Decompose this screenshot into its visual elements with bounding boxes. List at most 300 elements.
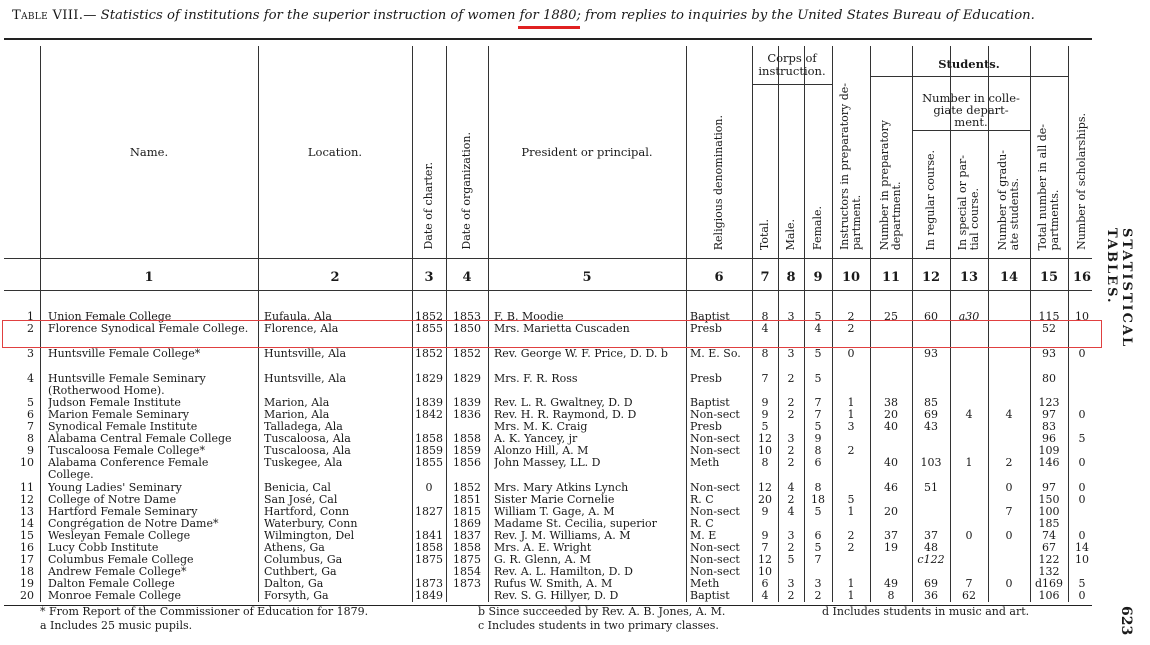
scholarships: 0	[1078, 482, 1086, 494]
president: Mrs. Mary Atkins Lynch	[494, 482, 629, 494]
header-total: Total.	[758, 218, 771, 250]
total-students: 106	[1038, 590, 1060, 602]
denomination: Meth	[690, 457, 720, 469]
header-female: Female.	[811, 205, 824, 250]
graduate-students: 0	[1005, 530, 1013, 542]
graduate-students: 7	[1005, 506, 1013, 518]
organization-date: 1858	[453, 433, 481, 445]
location: Cuthbert, Ga	[264, 566, 337, 578]
location: Huntsville, Ala	[264, 373, 347, 385]
instructors-female: 4	[814, 323, 822, 335]
organization-date: 1869	[453, 518, 481, 530]
prep-students: 20	[884, 409, 898, 421]
scholarships: 5	[1078, 578, 1086, 590]
location: Benicia, Cal	[264, 482, 331, 494]
header-location: Location.	[307, 145, 363, 159]
charter-date: 0	[425, 482, 433, 494]
total-students: 150	[1038, 494, 1060, 506]
header-instructors-prep: Instructors in preparatory de- partment.	[838, 82, 863, 250]
prep-instructors: 2	[847, 311, 855, 323]
location: Marion, Ala	[264, 397, 330, 409]
row-number: 4	[27, 373, 34, 385]
special-course: 0	[965, 530, 973, 542]
prep-instructors: 0	[847, 348, 855, 360]
graduate-students: 0	[1005, 482, 1013, 494]
regular-course: 60	[924, 311, 938, 323]
denomination: Baptist	[690, 590, 730, 602]
instructors-male: 2	[787, 542, 795, 554]
organization-date: 1873	[453, 578, 481, 590]
instructors-female: 18	[811, 494, 825, 506]
prep-instructors: 2	[847, 530, 855, 542]
denomination: Presb	[690, 323, 722, 335]
prep-students: 19	[884, 542, 898, 554]
header-male: Male.	[784, 218, 797, 250]
prep-students: 40	[884, 421, 898, 433]
special-course: 7	[965, 578, 973, 590]
row-number: 19	[20, 578, 34, 590]
column-number: 11	[881, 270, 901, 285]
prep-students: 25	[884, 311, 898, 323]
row-number: 11	[20, 482, 34, 494]
instructors-female: 7	[814, 554, 822, 566]
regular-course: 48	[924, 542, 938, 554]
prep-instructors: 3	[847, 421, 855, 433]
prep-students: 8	[887, 590, 895, 602]
column-number: 12	[921, 270, 941, 285]
institution-name: Huntsville Female College*	[48, 348, 201, 360]
total-students: 109	[1038, 445, 1060, 457]
total-students: 96	[1042, 433, 1056, 445]
president: Rufus W. Smith, A. M	[494, 578, 613, 590]
scholarships: 0	[1078, 590, 1086, 602]
president: Rev. S. G. Hillyer, D. D	[494, 590, 619, 602]
row-number: 15	[20, 530, 34, 542]
prep-students: 38	[884, 397, 898, 409]
location: Athens, Ga	[264, 542, 325, 554]
regular-course: c122	[917, 554, 945, 566]
institution-name: Lucy Cobb Institute	[48, 542, 159, 554]
total-students: 52	[1042, 323, 1056, 335]
instructors-female: 5	[814, 542, 822, 554]
scholarships: 5	[1078, 433, 1086, 445]
instructors-total: 9	[761, 397, 769, 409]
column-number: 16	[1072, 270, 1092, 285]
total-students: 146	[1038, 457, 1060, 469]
instructors-male: 2	[787, 373, 795, 385]
column-number: 1	[144, 270, 154, 285]
header-organization: Date of organization.	[460, 132, 473, 250]
header-rule	[4, 258, 1092, 259]
total-students: 93	[1042, 348, 1056, 360]
institution-name: Columbus Female College	[48, 554, 194, 566]
regular-course: 93	[924, 348, 938, 360]
institution-name: Florence Synodical Female College.	[48, 323, 249, 335]
footnote-star: * From Report of the Commissioner of Education for 1879.	[40, 605, 369, 618]
regular-course: 69	[924, 578, 938, 590]
instructors-total: 7	[761, 373, 769, 385]
president: Rev. George W. F. Price, D. D. b	[494, 348, 668, 360]
special-course: 1	[965, 457, 973, 469]
instructors-total: 9	[761, 409, 769, 421]
institution-name: Hartford Female Seminary	[48, 506, 198, 518]
denomination: R. C	[690, 494, 714, 506]
column-number: 7	[760, 270, 770, 285]
scholarships: 0	[1078, 530, 1086, 542]
instructors-male: 3	[787, 348, 795, 360]
row-highlight-box	[2, 320, 1102, 348]
charter-date: 1852	[415, 311, 443, 323]
charter-date: 1875	[415, 554, 443, 566]
regular-course: 43	[924, 421, 938, 433]
instructors-male: 2	[787, 494, 795, 506]
total-students: 97	[1042, 482, 1056, 494]
institution-name: Marion Female Seminary	[48, 409, 189, 421]
institution-name: Alabama Conference Female College.	[48, 457, 209, 481]
regular-course: 51	[924, 482, 938, 494]
instructors-total: 12	[758, 433, 772, 445]
organization-date: 1852	[453, 348, 481, 360]
instructors-total: 4	[761, 323, 769, 335]
president: Madame St. Cecilia, superior	[494, 518, 657, 530]
institution-name: Huntsville Female Seminary (Rotherwood Home).	[48, 373, 206, 397]
instructors-total: 5	[761, 421, 769, 433]
location: Dalton, Ga	[264, 578, 324, 590]
charter-date: 1855	[415, 323, 443, 335]
total-students: 100	[1038, 506, 1060, 518]
column-number: 3	[424, 270, 434, 285]
row-number: 2	[27, 323, 34, 335]
instructors-total: 9	[761, 530, 769, 542]
graduate-students: 2	[1005, 457, 1013, 469]
charter-date: 1842	[415, 409, 443, 421]
location: Wilmington, Del	[264, 530, 355, 542]
institution-name: Wesleyan Female College	[48, 530, 191, 542]
instructors-female: 7	[814, 409, 822, 421]
denomination: Non-sect	[690, 409, 740, 421]
organization-date: 1850	[453, 323, 481, 335]
title-year: for 1880	[519, 8, 577, 23]
total-students: d169	[1034, 578, 1064, 590]
header-regular: In regular course.	[924, 149, 937, 250]
row-number: 3	[27, 348, 34, 360]
total-students: 132	[1038, 566, 1060, 578]
location: Columbus, Ga	[264, 554, 343, 566]
header-collegiate: Number in colle- giate depart- ment.	[922, 91, 1020, 129]
column-number: 9	[813, 270, 823, 285]
scholarships: 14	[1075, 542, 1089, 554]
instructors-male: 4	[787, 482, 795, 494]
president: Rev. L. R. Gwaltney, D. D	[494, 397, 633, 409]
instructors-total: 8	[761, 457, 769, 469]
location: Tuscaloosa, Ala	[264, 445, 351, 457]
institution-name: College of Notre Dame	[48, 494, 177, 506]
organization-date: 1815	[453, 506, 481, 518]
row-number: 1	[27, 311, 34, 323]
students-rule	[870, 76, 1068, 77]
prep-instructors: 1	[847, 590, 855, 602]
special-course: 4	[965, 409, 973, 421]
charter-date: 1849	[415, 590, 443, 602]
total-students: 67	[1042, 542, 1056, 554]
regular-course: 103	[920, 457, 942, 469]
instructors-total: 8	[761, 348, 769, 360]
number-rule	[4, 290, 1092, 291]
footnote-d: d Includes students in music and art.	[822, 605, 1030, 618]
location: Marion, Ala	[264, 409, 330, 421]
institution-name: Dalton Female College	[48, 578, 175, 590]
instructors-male: 5	[787, 554, 795, 566]
prep-instructors: 2	[847, 445, 855, 457]
instructors-female: 6	[814, 530, 822, 542]
column-number: 4	[462, 270, 472, 285]
president: Rev. J. M. Williams, A. M	[494, 530, 631, 542]
column-number: 10	[841, 270, 861, 285]
institution-name: Union Female College	[48, 311, 172, 323]
denomination: R. C	[690, 518, 714, 530]
charter-date: 1858	[415, 542, 443, 554]
instructors-total: 9	[761, 506, 769, 518]
instructors-total: 6	[761, 578, 769, 590]
column-number: 15	[1039, 270, 1059, 285]
column-number: 2	[330, 270, 340, 285]
president: Rev. H. R. Raymond, D. D	[494, 409, 637, 421]
denomination: Baptist	[690, 311, 730, 323]
charter-date: 1858	[415, 433, 443, 445]
location: Talladega, Ala	[264, 421, 343, 433]
instructors-total: 10	[758, 445, 772, 457]
scholarships: 0	[1078, 348, 1086, 360]
prep-instructors: 1	[847, 578, 855, 590]
row-number: 20	[20, 590, 34, 602]
organization-date: 1852	[453, 482, 481, 494]
row-number: 17	[20, 554, 34, 566]
column-number: 5	[582, 270, 592, 285]
instructors-female: 7	[814, 397, 822, 409]
instructors-male: 2	[787, 590, 795, 602]
prep-instructors: 1	[847, 506, 855, 518]
instructors-male: 2	[787, 397, 795, 409]
table-number: Table VIII.	[12, 8, 84, 23]
organization-date: 1853	[453, 311, 481, 323]
denomination: Presb	[690, 373, 722, 385]
row-number: 7	[27, 421, 34, 433]
column-number: 8	[786, 270, 796, 285]
total-students: 97	[1042, 409, 1056, 421]
column-number: 13	[959, 270, 979, 285]
total-students: 185	[1038, 518, 1060, 530]
instructors-male: 3	[787, 311, 795, 323]
column-number: 6	[714, 270, 724, 285]
president: G. R. Glenn, A. M	[494, 554, 591, 566]
instructors-female: 5	[814, 506, 822, 518]
instructors-female: 8	[814, 482, 822, 494]
organization-date: 1856	[453, 457, 481, 469]
president: F. B. Moodie	[494, 311, 564, 323]
charter-date: 1855	[415, 457, 443, 469]
charter-date: 1859	[415, 445, 443, 457]
instructors-total: 7	[761, 542, 769, 554]
organization-date: 1854	[453, 566, 481, 578]
location: Eufaula, Ala	[264, 311, 332, 323]
organization-date: 1875	[453, 554, 481, 566]
location: Tuskegee, Ala	[264, 457, 343, 469]
instructors-male: 3	[787, 530, 795, 542]
instructors-male: 2	[787, 409, 795, 421]
president: Rev. A. L. Hamilton, D. D	[494, 566, 633, 578]
instructors-male: 3	[787, 578, 795, 590]
denomination: M. E	[690, 530, 717, 542]
instructors-total: 12	[758, 482, 772, 494]
side-running-title: STATISTICAL TABLES.	[1104, 228, 1134, 349]
charter-date: 1873	[415, 578, 443, 590]
row-number: 18	[20, 566, 34, 578]
president: Sister Marie Cornelie	[494, 494, 615, 506]
instructors-female: 9	[814, 433, 822, 445]
denomination: Baptist	[690, 397, 730, 409]
regular-course: 85	[924, 397, 938, 409]
scholarships: 10	[1075, 554, 1089, 566]
total-students: 122	[1038, 554, 1060, 566]
location: Forsyth, Ga	[264, 590, 329, 602]
title-text-after: ; from replies to inquiries by the United States Bureau of Education.	[576, 8, 1035, 23]
instructors-total: 20	[758, 494, 772, 506]
header-total-all: Total number in all de- partments.	[1036, 123, 1061, 250]
total-students: 123	[1038, 397, 1060, 409]
scholarships: 0	[1078, 494, 1086, 506]
total-students: 83	[1042, 421, 1056, 433]
denomination: Non-sect	[690, 445, 740, 457]
president: Mrs. A. E. Wright	[494, 542, 592, 554]
scholarships: 10	[1075, 311, 1089, 323]
location: San José, Cal	[264, 494, 338, 506]
president: A. K. Yancey, jr	[494, 433, 578, 445]
instructors-female: 3	[814, 578, 822, 590]
organization-date: 1851	[453, 494, 481, 506]
row-number: 5	[27, 397, 34, 409]
denomination: Meth	[690, 578, 720, 590]
footnote-a: a Includes 25 music pupils.	[40, 619, 193, 632]
denomination: Non-sect	[690, 566, 740, 578]
instructors-total: 4	[761, 590, 769, 602]
scholarships: 0	[1078, 457, 1086, 469]
president: Mrs. M. K. Craig	[494, 421, 588, 433]
prep-students: 40	[884, 457, 898, 469]
president: Alonzo Hill, A. M	[494, 445, 589, 457]
location: Tuscaloosa, Ala	[264, 433, 351, 445]
location: Hartford, Conn	[264, 506, 350, 518]
denomination: Non-sect	[690, 506, 740, 518]
denomination: Presb	[690, 421, 722, 433]
graduate-students: 4	[1005, 409, 1013, 421]
graduate-students: 0	[1005, 578, 1013, 590]
collegiate-rule	[912, 130, 1030, 131]
instructors-female: 6	[814, 457, 822, 469]
denomination: M. E. So.	[690, 348, 741, 360]
header-special: In special or par- tial course.	[956, 154, 981, 250]
president: Mrs. F. R. Ross	[494, 373, 578, 385]
organization-date: 1839	[453, 397, 481, 409]
row-number: 10	[20, 457, 34, 469]
instructors-female: 5	[814, 311, 822, 323]
president: John Massey, LL. D	[494, 457, 601, 469]
location: Huntsville, Ala	[264, 348, 347, 360]
scholarships: 0	[1078, 409, 1086, 421]
location: Waterbury, Conn	[264, 518, 358, 530]
corps-rule	[752, 84, 832, 85]
title-text-before: — Statistics of institutions for the superior instruction of women	[83, 8, 520, 23]
footnote-c: c Includes students in two primary classes.	[478, 619, 719, 632]
denomination: Non-sect	[690, 554, 740, 566]
row-number: 8	[27, 433, 34, 445]
row-number: 12	[20, 494, 34, 506]
instructors-female: 2	[814, 590, 822, 602]
row-number: 16	[20, 542, 34, 554]
special-course: 62	[962, 590, 976, 602]
charter-date: 1829	[415, 373, 443, 385]
instructors-total: 10	[758, 566, 772, 578]
header-charter: Date of charter.	[422, 162, 435, 250]
header-scholarships: Number of scholarships.	[1075, 113, 1088, 250]
instructors-male: 3	[787, 433, 795, 445]
prep-instructors: 2	[847, 542, 855, 554]
prep-instructors: 5	[847, 494, 855, 506]
instructors-total: 8	[761, 311, 769, 323]
row-number: 14	[20, 518, 34, 530]
instructors-male: 2	[787, 445, 795, 457]
total-students: 74	[1042, 530, 1056, 542]
prep-instructors: 1	[847, 409, 855, 421]
instructors-male: 2	[787, 457, 795, 469]
denomination: Non-sect	[690, 433, 740, 445]
instructors-male: 4	[787, 506, 795, 518]
total-students: 115	[1038, 311, 1060, 323]
charter-date: 1841	[415, 530, 443, 542]
prep-students: 37	[884, 530, 898, 542]
header-corps: Corps of instruction.	[758, 51, 826, 78]
institution-name: Congrégation de Notre Dame*	[48, 518, 219, 530]
location: Florence, Ala	[264, 323, 339, 335]
table-title	[12, 8, 1112, 23]
organization-date: 1859	[453, 445, 481, 457]
prep-students: 20	[884, 506, 898, 518]
instructors-female: 5	[814, 421, 822, 433]
president: William T. Gage, A. M	[494, 506, 615, 518]
row-number: 9	[27, 445, 34, 457]
prep-instructors: 2	[847, 323, 855, 335]
regular-course: 37	[924, 530, 938, 542]
special-course: a30	[958, 311, 980, 323]
header-students: Students.	[938, 57, 1000, 71]
header-graduate: Number of gradu- ate students.	[996, 149, 1021, 250]
institution-name: Judson Female Institute	[48, 397, 181, 409]
organization-date: 1837	[453, 530, 481, 542]
header-prep-dept: Number in preparatory department.	[878, 119, 903, 250]
charter-date: 1839	[415, 397, 443, 409]
regular-course: 36	[924, 590, 938, 602]
column-number: 14	[999, 270, 1019, 285]
denomination: Non-sect	[690, 542, 740, 554]
prep-instructors: 1	[847, 397, 855, 409]
row-number: 6	[27, 409, 34, 421]
total-students: 80	[1042, 373, 1056, 385]
instructors-female: 5	[814, 373, 822, 385]
instructors-total: 12	[758, 554, 772, 566]
instructors-female: 5	[814, 348, 822, 360]
row-number: 13	[20, 506, 34, 518]
charter-date: 1852	[415, 348, 443, 360]
organization-date: 1858	[453, 542, 481, 554]
